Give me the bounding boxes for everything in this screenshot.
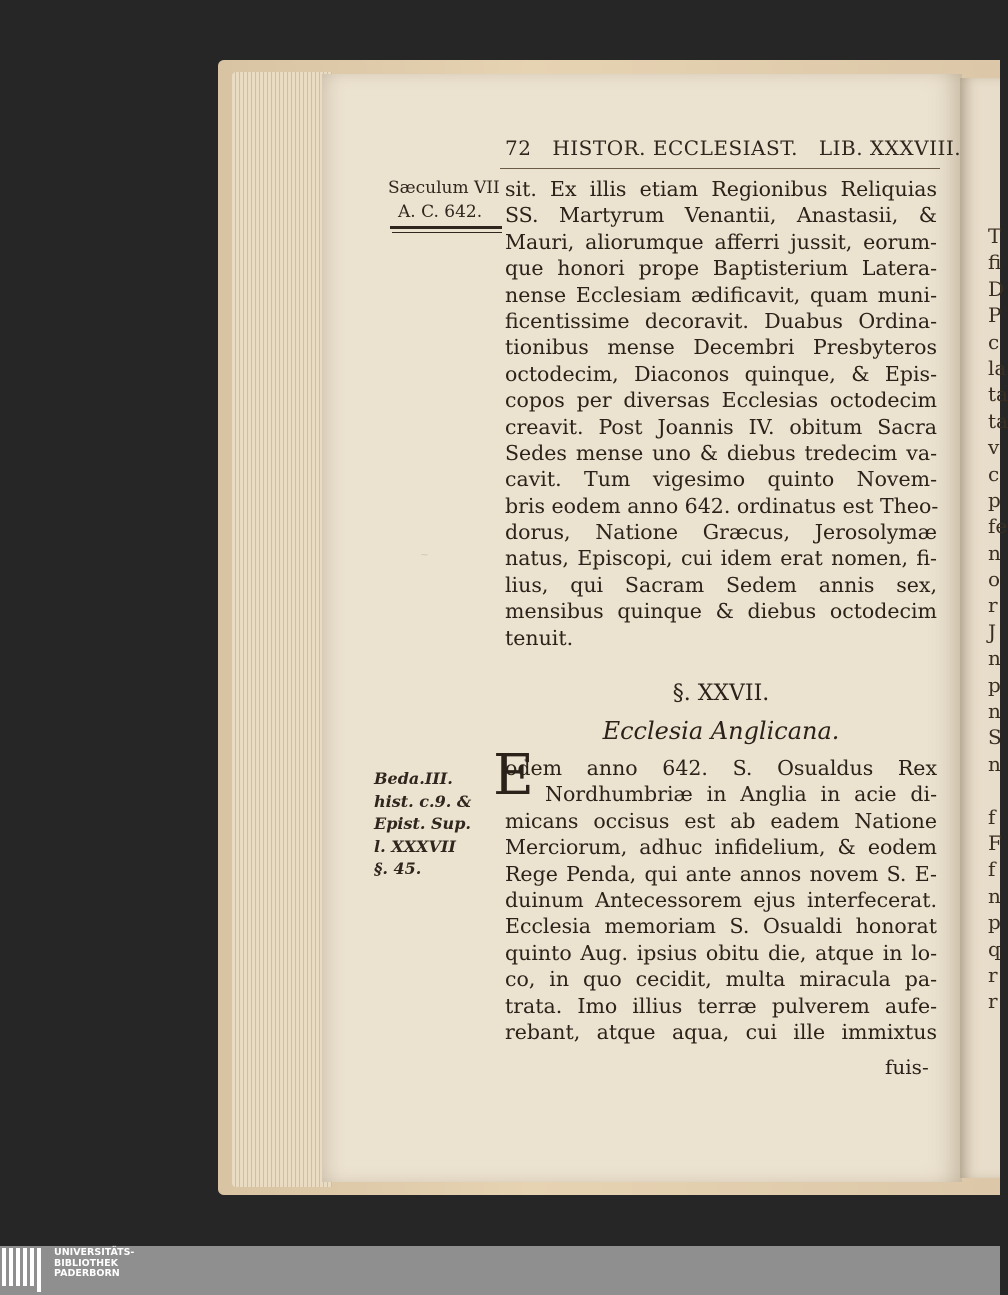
next-page-letter: f — [988, 804, 996, 829]
next-page-letter: c — [988, 329, 1000, 354]
header-rule — [500, 168, 940, 169]
page-edges — [232, 72, 332, 1187]
next-page-letters — [988, 223, 1008, 1015]
next-page-letter: n — [988, 883, 1001, 908]
paragraph-2-line: quinto Aug. ipsius obitu die, atque in lo- — [505, 940, 937, 965]
paragraph-2-line: Ecclesia memoriam S. Osualdi honorat — [505, 914, 937, 939]
next-page-letter: fe — [988, 514, 1008, 539]
margin-year: A. C. 642. — [398, 202, 483, 222]
running-head — [505, 136, 962, 160]
running-book: LIB. XXXVIII. — [818, 136, 962, 160]
page-number: 72 — [505, 136, 532, 160]
next-page-letter: c — [988, 461, 1000, 486]
library-name-line-1: UNIVERSITÄTS- — [54, 1247, 135, 1258]
library-name-line-3: PADERBORN — [54, 1268, 120, 1279]
paragraph-1-line: natus, Episcopi, cui idem erat nomen, fi- — [505, 546, 937, 571]
margin-note-line: §. 45. — [374, 859, 422, 878]
next-page-letter: f — [988, 857, 996, 882]
paragraph-1-line: dorus, Natione Græcus, Jerosolymæ — [505, 520, 937, 545]
next-page-letter: v — [988, 435, 1000, 460]
margin-rule-thin — [392, 232, 502, 233]
next-page-letter: F — [988, 830, 1002, 855]
paragraph-1-line: mensibus quinque & diebus octodecim — [505, 599, 937, 624]
paragraph-1-line: creavit. Post Joannis IV. obitum Sacra — [505, 414, 937, 439]
next-page-letter: r — [988, 593, 998, 618]
margin-note-line: hist. c.9. & — [374, 791, 472, 811]
next-page-letter: D — [988, 276, 1005, 301]
paragraph-1-line: Mauri, aliorumque afferri jussit, eorum- — [505, 229, 937, 254]
next-page-letter: S — [988, 725, 1002, 750]
next-page-letter: n — [988, 646, 1001, 671]
library-name — [54, 1248, 134, 1280]
paragraph-2 — [505, 755, 937, 1045]
paragraph-2-line: rebant, atque aqua, cui ille immixtus — [505, 1019, 937, 1044]
paragraph-1-line: que honori prope Baptisterium Latera- — [505, 256, 937, 281]
margin-note-reference — [374, 768, 471, 881]
paragraph-1-line: ficentissime decoravit. Duabus Ordina- — [505, 308, 937, 333]
library-name-line-2: BIBLIOTHEK — [54, 1257, 118, 1269]
paragraph-1-line: octodecim, Diaconos quinque, & Epis- — [505, 361, 937, 386]
next-page-letter: ta — [988, 382, 1008, 407]
paragraph-2-line: duinum Antecessorem ejus interfecerat. — [505, 887, 937, 912]
paragraph-1-line: Sedes mense uno & diebus tredecim va- — [505, 440, 937, 465]
margin-century: Sæculum VII — [388, 178, 500, 198]
faint-bleedthrough-mark: ~ — [420, 548, 430, 561]
paragraph-1 — [505, 176, 937, 651]
next-page-edge — [960, 78, 1008, 1178]
paragraph-1-line: SS. Martyrum Venantii, Anastasii, & — [505, 203, 937, 228]
next-page-letter: n — [988, 540, 1001, 565]
next-page-letter: T — [988, 224, 1002, 248]
margin-rule-thick — [390, 226, 502, 229]
paragraph-1-line: sit. Ex illis etiam Regionibus Reliquias — [505, 177, 937, 201]
paragraph-1-line: tenuit. — [505, 625, 574, 650]
paragraph-1-line: bris eodem anno 642. ordinatus est Theo- — [505, 493, 939, 518]
paragraph-2-line: Nordhumbriæ in Anglia in acie di- — [545, 782, 937, 807]
catchword: fuis- — [885, 1055, 929, 1079]
next-page-letter: p — [988, 487, 1001, 512]
paragraph-1-line: cavit. Tum vigesimo quinto Novem- — [505, 467, 937, 492]
paragraph-1-line: lius, qui Sacram Sedem annis sex, — [505, 572, 937, 597]
paragraph-2-line: Merciorum, adhuc infidelium, & eodem — [505, 835, 937, 860]
next-page-letter: n — [988, 699, 1001, 724]
next-page-letter: q — [988, 936, 1001, 961]
margin-note-line: l. XXXVII — [374, 836, 456, 856]
paragraph-1-line: tionibus mense Decembri Presbyteros — [505, 335, 937, 360]
next-page-letter: r — [988, 962, 998, 987]
next-page-letter: fi — [988, 250, 1002, 275]
paragraph-1-line: copos per diversas Ecclesias octodecim — [505, 388, 937, 413]
paragraph-2-line: trata. Imo illius terræ pulverem aufe- — [505, 993, 937, 1018]
drop-capital: E — [493, 743, 534, 808]
paragraph-1-line: nense Ecclesiam ædificavit, quam muni- — [505, 282, 937, 307]
next-page-letter: n — [988, 751, 1001, 776]
next-page-letter: la — [988, 355, 1007, 380]
paragraph-2-line: Rege Penda, qui ante annos novem S. E- — [505, 861, 937, 886]
margin-note-line: Beda.III. — [374, 769, 453, 788]
section-title: Ecclesia Anglicana. — [602, 717, 840, 745]
next-page-letter: J — [988, 619, 997, 644]
library-footer — [0, 1246, 1000, 1295]
next-page-letter: ta — [988, 408, 1008, 433]
library-logo-icon — [2, 1248, 48, 1292]
next-page-letter: p — [988, 910, 1001, 935]
section-number: §. XXVII. — [672, 681, 770, 706]
next-page-letter: p — [988, 672, 1001, 697]
next-page-letter — [988, 777, 1008, 803]
next-page-letter: P — [988, 303, 1002, 328]
running-title: HISTOR. ECCLESIAST. — [552, 136, 798, 160]
margin-note-line: Epist. Sup. — [374, 814, 471, 833]
paragraph-2-line: co, in quo cecidit, multa miracula pa- — [505, 967, 937, 992]
next-page-letter: o — [988, 567, 1001, 592]
paragraph-2-line: micans occisus est ab eadem Natione — [505, 808, 937, 833]
paragraph-2-line: odem anno 642. S. Osualdus Rex — [505, 756, 937, 780]
next-page-letter: r — [988, 989, 998, 1014]
